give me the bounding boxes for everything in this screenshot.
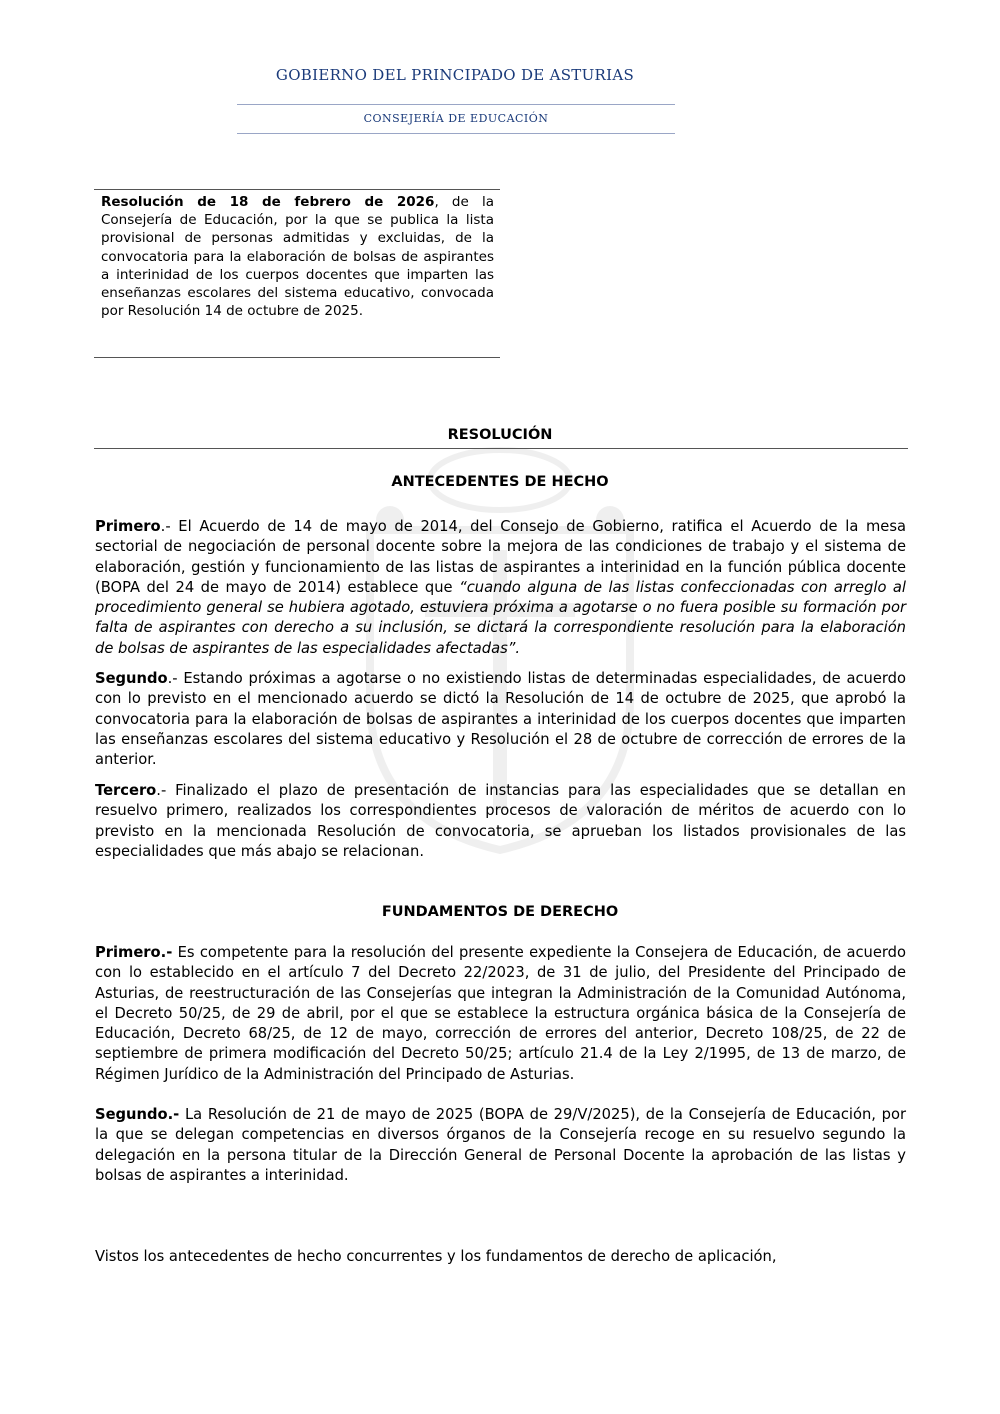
fundamentos-segundo (95, 1105, 906, 1186)
summary-date: Resolución de 18 de febrero de 2026 (101, 194, 435, 210)
fundamentos-primero (95, 943, 906, 1085)
fundamentos-title: FUNDAMENTOS DE DERECHO (381, 904, 619, 920)
header-department: CONSEJERÍA DE EDUCACIÓN (363, 112, 549, 125)
antecedentes-segundo (95, 669, 906, 770)
antecedentes-segundo-label: Segundo (95, 670, 168, 687)
resolution-rule (94, 448, 908, 449)
antecedentes-primero (95, 517, 906, 659)
antecedentes-tercero-label: Tercero (95, 782, 157, 799)
fundamentos-segundo-label: Segundo.- (95, 1106, 180, 1123)
closing-statement: Vistos los antecedentes de hecho concurrentes y los fundamentos de derecho de aplicación, (95, 1248, 777, 1265)
antecedentes-primero-text: .- El Acuerdo de 14 de mayo de 2014, del Consejo de Gobierno, ratifica el Acuerdo de la mesa sectorial de negociación de personal docente sobre la mejora de las condiciones de trabajo y el sistema de elaboración, gestión y funcionamiento de las listas de aspirantes a interinidad en la función pública docente (BOPA del 24 de mayo de 2014) establece que (95, 518, 906, 596)
fundamentos-primero-label: Primero.- (95, 944, 173, 961)
antecedentes-segundo-text: .- Estando próximas a agotarse o no existiendo listas de determinadas especialidades, de acuerdo con lo previsto en el mencionado acuerdo se dictó la Resolución de 14 de octubre de 2025, que aprobó la convocatoria para la elaboración de bolsas de aspirantes a interinidad de los cuerpos docentes que imparten las enseñanzas escolares del sistema educativo y Resolución el 28 de octubre de corrección de errores de la anterior. (95, 670, 906, 769)
summary-rule-bottom (94, 357, 500, 358)
antecedentes-tercero-text: .- Finalizado el plazo de presentación de instancias para las especialidades que se detallan en resuelvo primero, realizados los correspondientes procesos de valoración de méritos de acuerdo con lo previsto en la mencionada Resolución de convocatoria, se aprueban los listados provisionales de las especialidades que más abajo se relacionan. (95, 782, 906, 860)
antecedentes-title: ANTECEDENTES DE HECHO (391, 474, 609, 490)
resolution-title: RESOLUCIÓN (447, 427, 553, 443)
antecedentes-primero-label: Primero (95, 518, 161, 535)
header-rule-top (237, 104, 675, 105)
summary-text: , de la Consejería de Educación, por la que se publica la lista provisional de personas admitidas y excluidas, de la convocatoria para la elaboración de bolsas de aspirantes a interinidad de los cuerpos docentes que imparten las enseñanzas escolares del sistema educativo, convocada por Resolución 14 de octubre de 2025. (101, 194, 494, 320)
antecedentes-tercero (95, 781, 906, 862)
fundamentos-primero-text: Es competente para la resolución del presente expediente la Consejera de Educación, de acuerdo con lo establecido en el artículo 7 del Decreto 22/2023, de 31 de julio, del Presidente del Principado de Asturias, de reestructuración de las Consejerías que integran la Administración de la Comunidad Autónoma, el Decreto 50/25, de 29 de abril, por el que se establece la estructura orgánica básica de la Consejería de Educación, Decreto 68/25, de 12 de mayo, corrección de errores del anterior, Decreto 108/25, de 22 de septiembre de primera modificación del Decreto 50/25; artículo 21.4 de la Ley 2/1995, de 13 de marzo, de Régimen Jurídico de la Administración del Principado de Asturias. (95, 944, 906, 1083)
header-government: GOBIERNO DEL PRINCIPADO DE ASTURIAS (275, 66, 635, 84)
resolution-summary (101, 193, 494, 320)
fundamentos-segundo-text: La Resolución de 21 de mayo de 2025 (BOPA de 29/V/2025), de la Consejería de Educación, por la que se delegan competencias en diversos órganos de la Consejería recoge en su resuelvo segundo la delegación en la persona titular de la Dirección General de Personal Docente la aprobación de las listas y bolsas de aspirantes a interinidad. (95, 1106, 906, 1184)
summary-rule-top (94, 189, 500, 190)
header-rule-bottom (237, 133, 675, 134)
antecedentes-primero-quote: “cuando alguna de las listas confeccionadas con arreglo al procedimiento general se hubiera agotado, estuviera próxima a agotarse o no fuera posible su formación por falta de aspirantes con derecho a su inclusión, se dictará la correspondiente resolución para la elaboración de bolsas de aspirantes de las especialidades afectadas”. (95, 578, 906, 657)
